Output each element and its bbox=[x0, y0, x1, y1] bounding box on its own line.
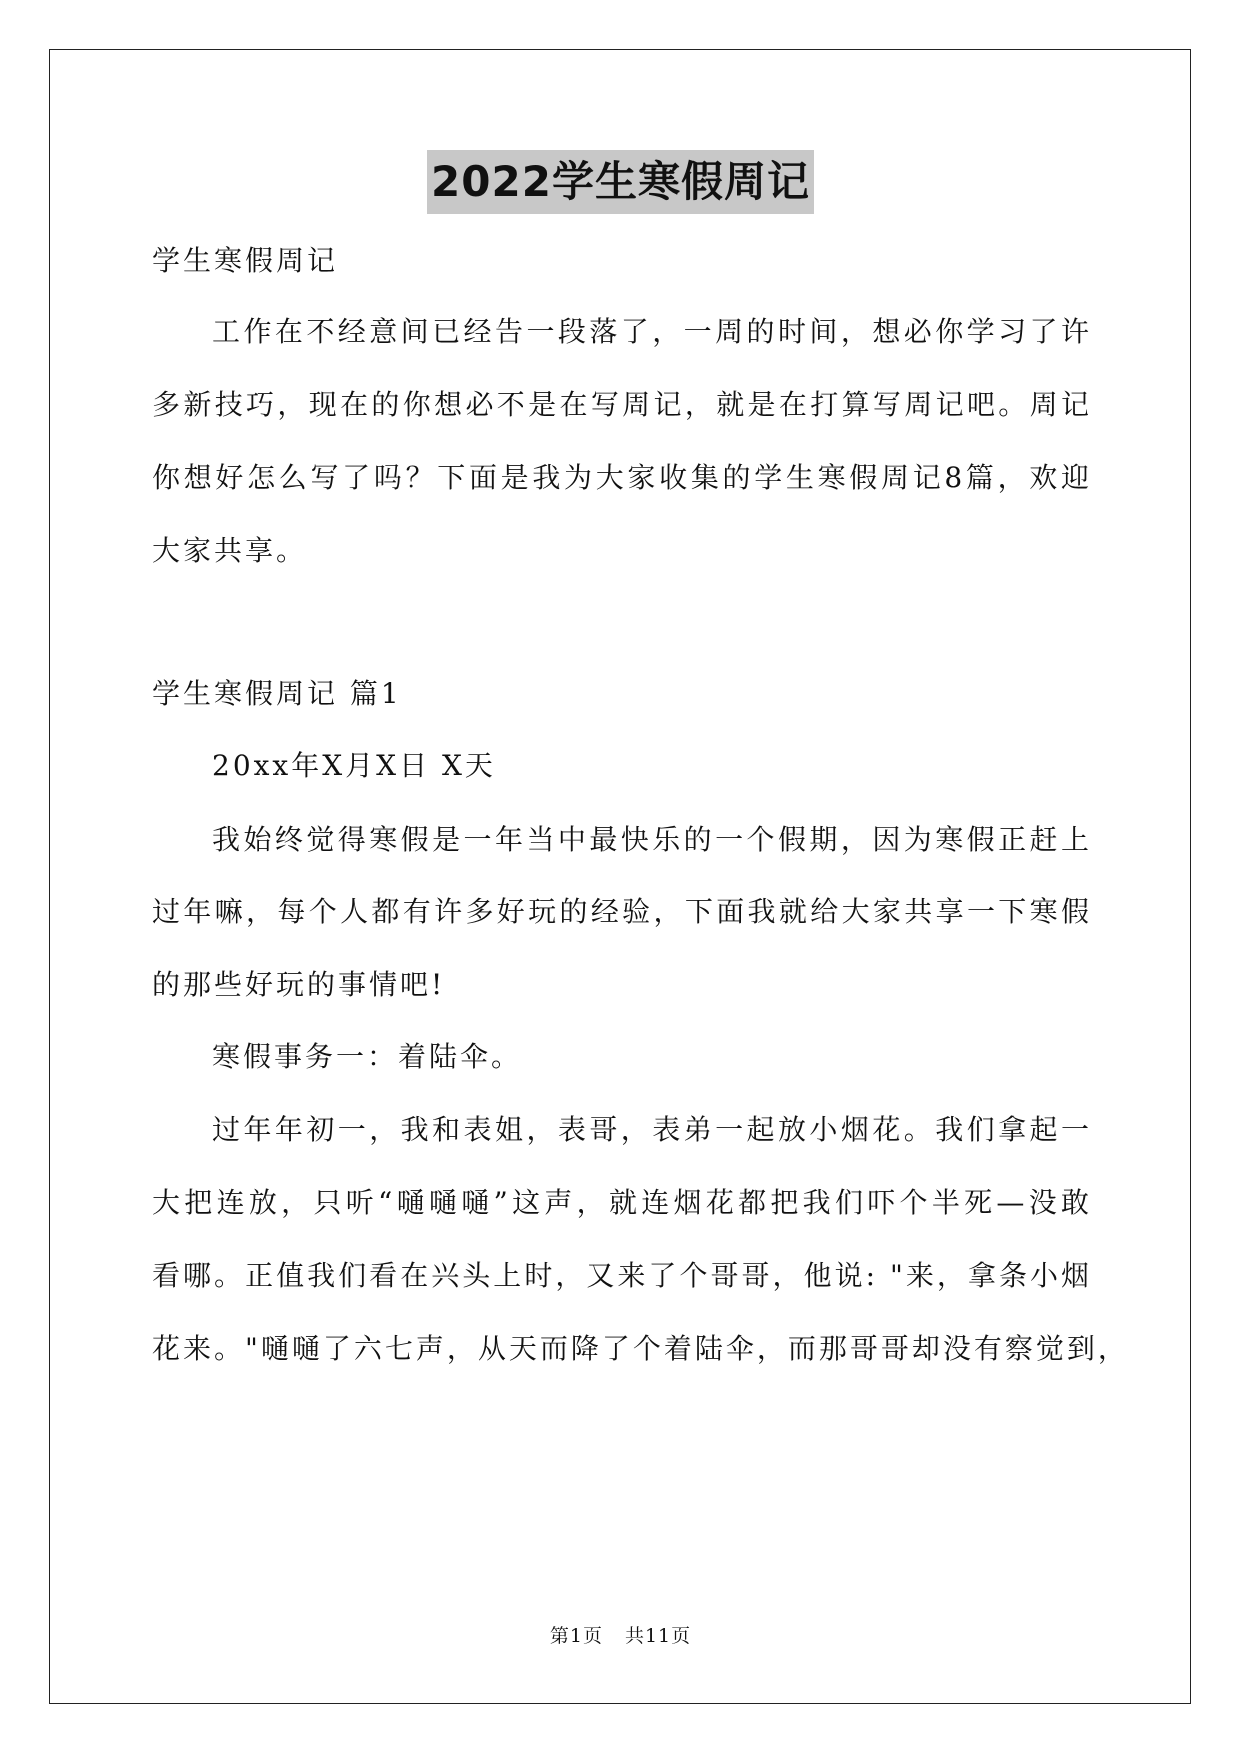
body-line-8: 花来。"嗵嗵了六七声，从天而降了个着陆伞，而那哥哥却没有察觉到， bbox=[152, 1332, 1129, 1365]
date-line: 20xx年X月X日 X天 bbox=[212, 749, 496, 782]
page-total: 共11页 bbox=[624, 1625, 692, 1647]
page-border bbox=[49, 49, 1191, 1704]
body-line-6: 大把连放，只听“嗵嗵嗵”这声，就连烟花都把我们吓个半死—没敢 bbox=[152, 1186, 1092, 1219]
body-line-5: 过年年初一，我和表姐，表哥，表弟一起放小烟花。我们拿起一 bbox=[212, 1113, 1092, 1146]
intro-line-2: 多新技巧，现在的你想必不是在写周记，就是在打算写周记吧。周记 bbox=[152, 388, 1092, 421]
body-line-3: 的那些好玩的事情吧! bbox=[152, 968, 446, 1001]
subtitle: 学生寒假周记 bbox=[152, 244, 339, 277]
body-line-4: 寒假事务一：着陆伞。 bbox=[212, 1040, 523, 1073]
body-line-1: 我始终觉得寒假是一年当中最快乐的一个假期，因为寒假正赶上 bbox=[212, 823, 1092, 856]
section-heading: 学生寒假周记 篇1 bbox=[152, 677, 402, 710]
intro-line-3: 你想好怎么写了吗？下面是我为大家收集的学生寒假周记8篇，欢迎 bbox=[152, 461, 1092, 494]
document-title: 2022学生寒假周记 bbox=[427, 150, 814, 214]
intro-line-1: 工作在不经意间已经告一段落了，一周的时间，想必你学习了许 bbox=[212, 315, 1092, 348]
title-block bbox=[0, 150, 1241, 214]
intro-line-4: 大家共享。 bbox=[152, 534, 308, 567]
page-number: 第1页 bbox=[549, 1625, 603, 1647]
body-line-7: 看哪。正值我们看在兴头上时，又来了个哥哥，他说: "来，拿条小烟 bbox=[152, 1259, 1092, 1292]
page-footer bbox=[0, 1622, 1241, 1650]
body-line-2: 过年嘛，每个人都有许多好玩的经验，下面我就给大家共享一下寒假 bbox=[152, 895, 1092, 928]
